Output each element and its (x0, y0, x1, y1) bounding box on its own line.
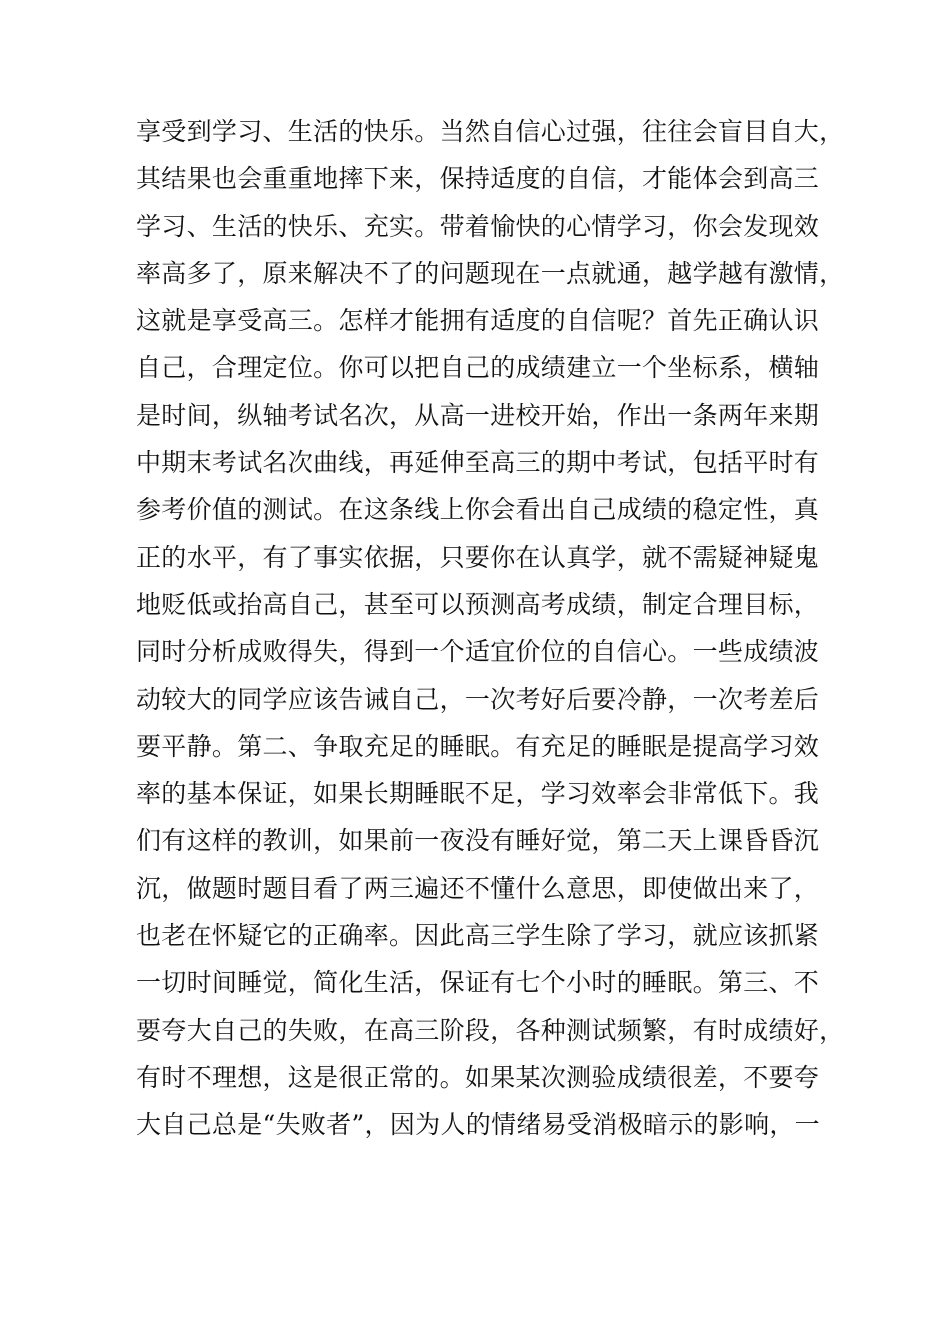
text-line: 一切时间睡觉，简化生活，保证有七个小时的睡眠。第三、不 (136, 968, 820, 998)
text-line: 享受到学习、生活的快乐。当然自信心过强，往往会盲目自大， (136, 117, 845, 146)
text-line: 有时不理想，这是很正常的。如果某次测验成绩很差，不要夸 (136, 1062, 820, 1092)
text-line: 要平静。第二、争取充足的睡眠。有充足的睡眠是提高学习效 (136, 731, 820, 761)
text-line: 其结果也会重重地摔下来，保持适度的自信，才能体会到高三 (136, 164, 820, 194)
text-line: 自己，合理定位。你可以把自己的成绩建立一个坐标系，横轴 (136, 353, 820, 383)
text-line: 中期末考试名次曲线，再延伸至高三的期中考试，包括平时有 (136, 448, 820, 478)
text-line: 动较大的同学应该告诫自己，一次考好后要冷静，一次考差后 (136, 684, 820, 714)
text-line: 要夸大自己的失败，在高三阶段，各种测试频繁，有时成绩好， (136, 1015, 845, 1045)
text-line: 率的基本保证，如果长期睡眠不足，学习效率会非常低下。我 (136, 779, 820, 809)
text-line: 是时间，纵轴考试名次，从高一进校开始，作出一条两年来期 (136, 400, 820, 430)
text-line: 参考价值的测试。在这条线上你会看出自己成绩的稳定性，真 (136, 495, 820, 525)
body-paragraph (136, 108, 845, 1149)
text-line: 率高多了，原来解决不了的问题现在一点就通，越学越有激情， (136, 258, 845, 288)
text-line: 地贬低或抬高自己，甚至可以预测高考成绩，制定合理目标， (136, 589, 820, 619)
text-line: 这就是享受高三。怎样才能拥有适度的自信呢？首先正确认识 (136, 306, 820, 336)
text-line: 同时分析成败得失，得到一个适宜价位的自信心。一些成绩波 (136, 637, 820, 667)
text-line: 沉，做题时题目看了两三遍还不懂什么意思，即使做出来了， (136, 873, 820, 903)
text-line: 大自己总是“失败者”，因为人的情绪易受消极暗示的影响，一 (136, 1110, 820, 1140)
text-line: 也老在怀疑它的正确率。因此高三学生除了学习，就应该抓紧 (136, 921, 820, 951)
text-line: 学习、生活的快乐、充实。带着愉快的心情学习，你会发现效 (136, 211, 820, 241)
text-line: 们有这样的教训，如果前一夜没有睡好觉，第二天上课昏昏沉 (136, 826, 820, 856)
text-line: 正的水平，有了事实依据，只要你在认真学，就不需疑神疑鬼 (136, 542, 820, 572)
